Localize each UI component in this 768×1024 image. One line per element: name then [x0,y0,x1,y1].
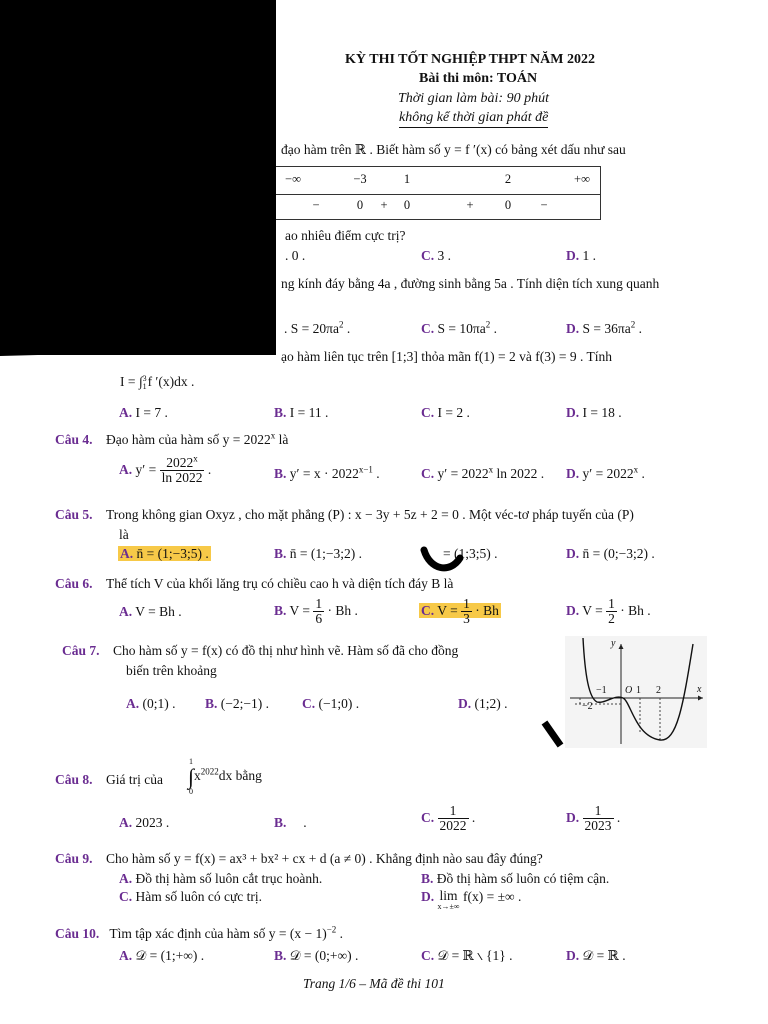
option-text: S = 36πa [582,321,631,336]
ink-stroke [420,540,464,580]
option-text: Đồ thị hàm số luôn cắt trục hoành. [135,871,323,886]
question-text: Cho hàm số y = f(x) có đồ thị như hình vẽ. Hàm số đã cho đồng [113,643,459,658]
sign-table-x: −3 [353,172,367,186]
option-label: B. [274,405,287,420]
option-text: I = 18 . [582,405,622,420]
option-label: A. [119,871,133,886]
graph-origin-label: O [625,685,633,696]
fraction-denominator: 3 [463,611,470,627]
question-label: Câu 9. [55,851,93,866]
integral-sign: ∫ [188,764,195,789]
fraction-denominator: ln 2022 [161,470,203,486]
option-text-tail: · Bh . [327,602,358,618]
option-label: C. [421,948,435,963]
q8-stem [55,772,163,788]
option-label: B. [205,696,218,711]
q1-question: ao nhiêu điểm cực trị? [285,228,406,243]
integral-body: x [194,768,201,784]
fraction-numerator: 1 [608,596,615,611]
question-text: Tìm tập xác định của hàm số y = (x − 1) [109,926,327,941]
option-text-tail: ln 2022 . [493,466,545,481]
option-label: B. [274,602,287,618]
question-text: Đạo hàm của hàm số y = 2022 [106,432,271,447]
option-text: y′ = 2022 [437,466,489,481]
option-label: D. [566,248,580,263]
fraction [313,597,324,626]
option-label: D. [566,546,580,561]
option-text: Đồ thị hàm số luôn có tiệm cận. [436,871,610,886]
q5-option-a [118,546,211,562]
option-text: (0;1) . [142,696,176,711]
option-text: (−2;−1) . [220,696,269,711]
q4-option-b: B. $y' = x \cdot 2022^{x-1}$ . [274,464,380,481]
exponent: −2 [326,924,337,935]
exponent: x−1 [358,464,373,475]
q5-option-d [566,546,655,562]
q9-option-b [421,871,609,887]
option-label: A. [119,604,133,619]
fraction-numerator: 2022 [166,455,194,470]
q8-option-a [119,815,169,831]
option-label: D. [566,466,580,481]
q7-stem-line2: biến trên khoảng [126,663,217,678]
q3-option-c [421,405,470,421]
sign-table-x: +∞ [574,172,590,186]
graph-tick-label: −2 [582,701,593,712]
q8-option-c: C. $\frac{1}{2022}$ . [421,803,476,834]
option-label: B. [274,466,287,481]
exponent: x [270,430,276,441]
q3-option-b [274,405,328,421]
q1-option-a: . 0 . [285,248,306,263]
q2-option-a: . $S = 20\pi a^2$ . [284,319,351,336]
fraction [438,804,469,833]
option-text: Hàm số luôn có cực trị. [135,889,263,904]
integral-tail: dx bằng [218,768,262,784]
question-label: Câu 10. [55,926,100,941]
option-text: V = [289,602,311,618]
q9-option-d [421,889,521,911]
option-text: 𝒟 = (1;+∞) . [135,948,205,963]
q3-integral [120,374,194,391]
q8-integral [188,758,262,796]
q9-stem [55,851,543,867]
fraction [583,804,614,833]
option-label: D. [566,809,580,825]
q3-option-d [566,405,622,421]
option-text: y′ = [135,461,157,477]
option-label: B. [274,948,287,963]
question-label: Câu 5. [55,507,93,522]
option-text: y′ = x · 2022 [289,466,359,481]
q5-stem-line2: là [119,527,129,542]
option-text: V = [437,602,458,618]
option-label: C. [421,602,435,618]
option-text: . S = 20πa [284,321,339,336]
q6-stem [55,576,453,592]
q5-stem [55,507,634,523]
sign-table-sign: 0 [403,198,411,212]
option-label: D. [566,948,580,963]
q8-option-b [274,815,307,831]
option-text: I = 2 . [437,405,470,420]
q4-option-d: D. $y' = 2022^x$ . [566,464,645,481]
option-label: B. [274,546,287,561]
q9-option-a [119,871,322,887]
option-text: . [303,815,307,830]
q7-option-a [126,696,176,712]
q9-option-c [119,889,262,905]
integral-upper: 3 [142,373,147,383]
q7-option-d [458,696,508,712]
q10-option-c [421,948,512,964]
limit-symbol: lim [439,888,458,903]
q10-option-a [119,948,204,964]
option-label: D. [566,405,580,420]
option-text: V = Bh . [135,604,182,619]
q10-option-b [274,948,358,964]
q8-option-d: D. $\frac{1}{2023}$ . [566,803,621,834]
question-text: Trong không gian Oxyz , cho mặt phẳng (P) : x − 3y + 5z + 2 = 0 . Một véc-tơ pháp tuyến của (P) [106,507,634,522]
sign-table-sign: + [466,198,474,212]
sign-table-divider [276,194,600,195]
option-label: A. [119,461,133,477]
option-text: y′ = 2022 [582,466,634,481]
option-text: I = 7 . [135,405,168,420]
q1-option-d [566,248,596,264]
question-label: Câu 8. [55,772,93,787]
exponent: 2022 [200,766,219,777]
sign-table-sign: 0 [504,198,512,212]
question-text-tail: là [275,432,289,447]
q4-option-c [421,466,544,482]
question-label: Câu 6. [55,576,93,591]
sign-table-sign: 0 [356,198,364,212]
option-label: A. [126,696,140,711]
exam-time: Thời gian làm bài: 90 phút [398,91,549,106]
fraction [160,453,205,486]
option-text-tail: · Bh . [620,602,651,618]
option-label: B. [421,871,434,886]
fraction [461,597,472,626]
option-label: C. [119,889,133,904]
graph-tick-label: −1 [596,685,607,696]
question-text: Cho hàm số y = f(x) = ax³ + bx² + cx + d (a ≠ 0) . Khẳng định nào sau đây đúng? [106,851,543,866]
q6-option-b [274,597,358,626]
sign-table-sign: − [540,198,548,212]
option-text: n̄ = (0;−3;2) . [582,546,655,561]
q4-option-a: A. y′ = $\frac{2022^x}{\ln 2022}$ . [119,453,212,486]
q3-stem: ạo hàm liên tục trên [1;3] thỏa mãn f(1) = 2 và f(3) = 9 . Tính [281,349,613,364]
sign-table-sign: − [312,198,320,212]
option-text: n̄ = (1;−3;2) . [289,546,362,561]
option-label: C. [421,405,435,420]
fraction-denominator: 2023 [584,818,612,834]
option-text: (−1;0) . [318,696,360,711]
question-text: Thể tích V của khối lăng trụ có chiều cao h và diện tích đáy B là [106,576,454,591]
limit-subscript: x→±∞ [437,901,460,911]
q6-option-d [566,597,651,626]
option-text: 𝒟 = (0;+∞) . [289,948,359,963]
fraction [606,597,617,626]
option-text: 𝒟 = ℝ . [582,948,626,963]
q7-option-b [205,696,269,712]
option-label: A. [119,815,133,830]
exam-subject: Bài thi môn: TOÁN [419,71,538,86]
option-text: S = 10πa [437,321,486,336]
question-label: Câu 4. [55,432,93,447]
option-label: B. [274,815,287,830]
exponent: x [193,453,198,464]
integral-lower: 0 [189,787,194,796]
option-text: 3 . [437,248,451,263]
exam-title: KỲ THI TỐT NGHIỆP THPT NĂM 2022 [345,52,595,67]
fraction-denominator: 2 [608,611,615,627]
option-text: (1;2) . [474,696,508,711]
fraction-numerator: 1 [463,596,470,611]
q3-option-a [119,405,168,421]
integral-upper: 1 [189,757,194,766]
option-text: f(x) = ±∞ . [462,889,522,904]
q1-option-c [421,248,451,264]
q2-stem: ng kính đáy bằng 4a , đường sinh bằng 5a . Tính diện tích xung quanh [281,276,660,291]
sign-table-x: −∞ [285,172,301,186]
option-text: n̄ = (1;−3;5) . [136,546,209,561]
q4-stem [55,432,288,448]
option-label: C. [421,321,435,336]
question-text: Giá trị của [106,772,163,787]
integral-lower: 1 [142,381,147,391]
option-label: C. [421,466,435,481]
option-label: C. [302,696,316,711]
option-label: D. [566,321,580,336]
integral-body: f ′(x)dx . [147,374,195,389]
graph-tick-label: 2 [656,685,661,696]
q6-option-a [119,604,182,620]
q10-stem [55,926,343,942]
exponent: x [633,464,639,475]
redaction-block [0,0,276,355]
option-label: C. [421,248,435,263]
fraction-numerator: 1 [583,804,614,819]
ink-mark [542,721,564,748]
integral-sign: I = ∫ [120,374,143,389]
option-label: A. [120,546,134,561]
option-text: 1 . [582,248,596,263]
q5-option-b [274,546,362,562]
fraction-numerator: 1 [438,804,469,819]
exponent: x [488,464,494,475]
q7-stem [62,643,458,659]
q6-option-c [419,597,501,626]
fraction-denominator: 2022 [439,818,467,834]
sign-table [276,166,601,220]
q7-option-c [302,696,359,712]
question-text-tail: . [336,926,344,941]
option-label: D. [421,889,435,904]
option-text: I = 11 . [289,405,329,420]
q1-stem: đạo hàm trên ℝ . Biết hàm số y = f ′(x) có bảng xét dấu như sau [281,142,626,157]
graph-x-label: x [697,684,702,695]
fraction-numerator: 1 [315,596,323,611]
q7-function-graph [565,636,707,748]
graph-y-label: y [611,638,616,649]
option-text: = (1;3;5) . [443,546,498,561]
option-label: D. [566,602,580,618]
option-text-tail: · Bh [475,602,499,618]
option-text: 𝒟 = ℝ ∖ {1} . [437,948,513,963]
option-text: V = [582,602,603,618]
option-label: A. [119,948,133,963]
exam-note: không kể thời gian phát đề [399,110,548,128]
q2-option-d: D. $S = 36\pi a^2$ . [566,319,642,336]
sign-table-sign: + [380,198,388,212]
page-footer: Trang 1/6 – Mã đề thi 101 [303,976,445,991]
sign-table-x: 2 [504,172,512,186]
q2-option-c: C. $S = 10\pi a^2$ . [421,319,497,336]
option-label: D. [458,696,472,711]
option-label: C. [421,809,435,825]
option-label: A. [119,405,133,420]
graph-tick-label: 1 [636,685,641,696]
sign-table-x: 1 [403,172,411,186]
option-text: 2023 . [135,815,170,830]
q10-option-d [566,948,626,964]
fraction-denominator: 6 [315,611,323,627]
question-label: Câu 7. [62,643,100,658]
